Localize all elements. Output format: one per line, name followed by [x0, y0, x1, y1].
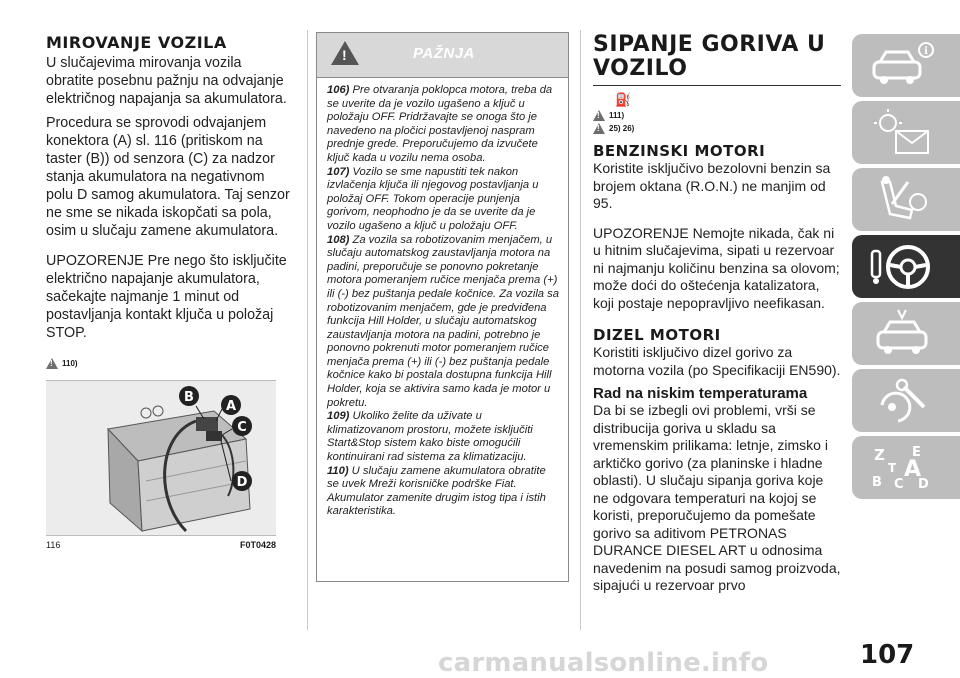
- subheading-diesel: DIZEL MOTORI: [593, 326, 721, 344]
- storage-para-2: Procedura se sprovodi odvajanjem konektora (A) sl. 116 (pritiskom na taster (B)) od senzora (C) za nadzor stanja akumulatora na negativnom polu D samog akumulatora. Taj senzor ne sme se nikada iskopčati sa pola, osim u slučaju zamene akumulatora.: [46, 115, 290, 239]
- warning-triangle-icon: [593, 110, 605, 121]
- svg-text:B: B: [872, 475, 882, 490]
- seatbelt-safety-icon: [868, 174, 938, 224]
- column-divider: [580, 30, 581, 630]
- warning-ref: ! 111): [593, 110, 841, 121]
- note-triangle-icon: [593, 123, 605, 134]
- page-number: 107: [860, 640, 915, 670]
- svg-text:B: B: [184, 390, 194, 405]
- subheading-petrol: BENZINSKI MOTORI: [593, 142, 766, 160]
- watermark: carmanualsonline.info: [438, 648, 769, 678]
- svg-text:D: D: [918, 477, 929, 492]
- chapter-tabs: [852, 34, 960, 503]
- petrol-para: Koristite isključivo bezolovni benzin sa brojem oktana (R.O.N.) ne manjim od 95.: [593, 160, 831, 211]
- car-info-icon: [868, 40, 938, 90]
- storage-para-1: U slučajevima mirovanja vozila obratite posebnu pažnju na odvajanje električnog napajanja sa akumulatora.: [46, 55, 287, 107]
- warning-box: [316, 32, 569, 582]
- svg-text:C: C: [237, 420, 247, 435]
- maintenance-tools-icon: [868, 375, 938, 425]
- svg-text:E: E: [912, 445, 921, 460]
- alphabet-index-icon: [868, 442, 938, 492]
- figure-number: 116: [46, 540, 61, 550]
- tab-safety[interactable]: [852, 168, 960, 231]
- tab-maintenance[interactable]: [852, 369, 960, 432]
- callout-d: [232, 471, 252, 491]
- tab-starting-driving[interactable]: [852, 235, 960, 298]
- diesel-para: Koristiti isključivo dizel gorivo za motorna vozila (po Specifikaciji EN590).: [593, 344, 841, 378]
- left-column: [46, 0, 290, 371]
- low-temp-para: Da bi se izbegli ovi problemi, vrši se distribucija goriva u skladu sa vremenskim prilikama: letnje, zimsko i arktičko gorivo (za planinske i hladne oblasti). U slučaju sipanja goriva koje ne odgovara temperaturi na kojoj se koristi, preporučujemo da pomešate gorivo sa aditivom PETRONAS DURANCE DIESEL ART u odnosima navedenim na posudi samog proizvoda, sipajući u rezervoar prvo: [593, 402, 841, 593]
- callout-a: [221, 395, 241, 415]
- warning-lights-icon: [868, 107, 938, 157]
- battery-figure: [46, 380, 276, 536]
- petrol-warning-para: UPOZORENJE Nemojte nikada, čak ni u hitnim slučajevima, sipati u rezervoar ni najmanju količinu benzina sa olovom; može doći do oštećenja katalizatora, koji postaje nepopravljivo neefikasan.: [593, 224, 840, 311]
- column-divider: [307, 30, 308, 630]
- svg-text:D: D: [236, 475, 248, 490]
- section-heading-storage: MIROVANJE VOZILA: [46, 33, 227, 52]
- right-column: [593, 0, 841, 595]
- tab-index[interactable]: [852, 436, 960, 499]
- warning-item: 107) Vozilo se sme napustiti tek nakon izvlačenja ključa ili njegovog postavljanja u položaj OFF. Tokom operacije punjenja gorivom, neophodno je da se uverite da je vozilo ugašeno a ključ u položaju OFF.: [327, 165, 539, 232]
- warning-item: 108) Za vozila sa robotizovanim menjačem, u slučaju automatskog zaustavljanja motora na padini, preporučuje se ponovno pokretanje motora pomeranjem ručice menjača prema (+) ili (-) bez puštanja pedale kočnice. Za vozila sa robotizovanim menjačem, gde je predviđena funkcija Hill Holder, u slučaju automatskog zaustavljanja motora na padini, potrebno je ponovno pokrenuti motor pomeranjem ručice menjača prema (+) ili (-) bez puštanja pedale kočnice kako bi postala dostupna funkcija Hill Holder, koja se aktivira samo kada je motor u pokretu.: [327, 233, 559, 409]
- warning-items: [317, 78, 568, 519]
- steering-wheel-icon: [868, 241, 938, 291]
- warning-triangle-icon: [331, 41, 359, 65]
- warning-item: 109) Ukoliko želite da uživate u klimatizovanom prostoru, možete isključiti Start&Stop sistem kako biste omogućili kontinuirani rad sistema za klimatizaciju.: [327, 410, 533, 464]
- warning-header: [317, 33, 568, 78]
- warning-triangle-icon: [46, 358, 58, 369]
- svg-text:C: C: [894, 477, 904, 492]
- battery-illustration: [46, 381, 276, 535]
- tab-car-info[interactable]: [852, 34, 960, 97]
- storage-warning-para: UPOZORENJE Pre nego što isključite električno napajanje akumulatora, sačekajte najmanje 1 minut od postavljanja kontakt ključa u položaj STOP.: [46, 253, 287, 341]
- fuel-pump-icon: ⛽: [615, 92, 632, 107]
- tab-emergency[interactable]: [852, 302, 960, 365]
- svg-text:A: A: [225, 399, 237, 414]
- warning-ref: ! 110): [46, 358, 290, 369]
- car-emergency-icon: [868, 308, 938, 358]
- subheading-low-temp: Rad na niskim temperaturama: [593, 385, 808, 402]
- svg-text:T: T: [888, 461, 897, 475]
- svg-text:A: A: [904, 457, 922, 482]
- warning-item: 106) Pre otvaranja poklopca motora, treba da se uverite da je vozilo ugašeno a ključ u položaju OFF. Pridržavajte se onoga što je navedeno na pločici postavljenoj naspram prednje grede. Preporučujemo da izvučete ključ kada u vozilu nema osoba.: [327, 84, 553, 164]
- warning-item: 110) U slučaju zamene akumulatora obratite se uvek Mreži korisničke podrške Fiat. Akumulator zamenite drugim istog tipa i istih karakteristika.: [327, 464, 546, 518]
- svg-text:Z: Z: [874, 446, 885, 464]
- tab-warning-lights[interactable]: [852, 101, 960, 164]
- figure-code: F0T0428: [240, 540, 277, 550]
- section-heading-refuelling: SIPANJE GORIVA U VOZILO: [593, 33, 841, 86]
- callout-c: [232, 416, 252, 436]
- note-ref: ! 25) 26): [593, 123, 841, 134]
- callout-b: [179, 386, 199, 406]
- svg-text:i: i: [924, 46, 928, 57]
- warning-title: PAŽNJA: [413, 45, 475, 62]
